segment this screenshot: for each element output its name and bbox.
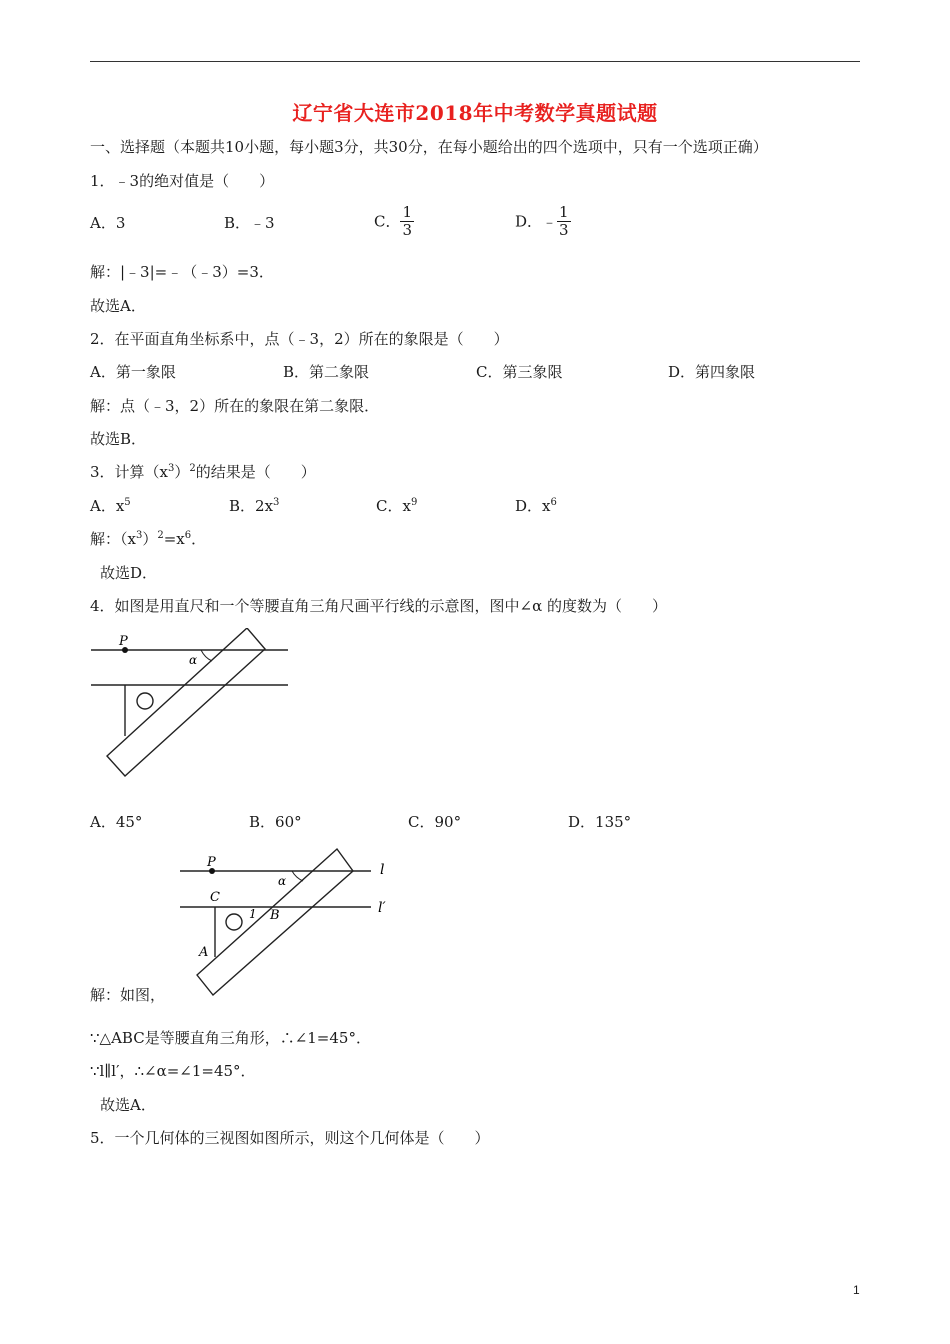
q3-stem-text: ）: [174, 463, 190, 481]
fraction-numerator: 1: [559, 203, 569, 221]
solution-text: 解：（x: [90, 530, 136, 548]
q1-option-d-sign: ﹣: [542, 212, 558, 231]
q1-option-c-fraction: [400, 204, 414, 239]
option-text: B．2x: [229, 497, 274, 515]
q4-solution-intro: 解：如图，: [90, 986, 166, 1004]
header-rule: [90, 61, 860, 62]
label-p: P: [207, 855, 216, 870]
section-heading: 一、选择题（本题共10小题，每小题3分，共30分，在每小题给出的四个选项中，只有一个选项正确）: [90, 138, 768, 156]
exponent: 2: [189, 463, 196, 474]
label-l-prime: l′: [378, 900, 386, 916]
page-title: 辽宁省大连市2018年中考数学真题试题: [292, 101, 658, 125]
label-angle-1: 1: [249, 907, 257, 921]
label-alpha: α: [189, 653, 198, 667]
exponent: 5: [124, 497, 131, 508]
triangle-hole: [226, 914, 242, 930]
label-c: C: [210, 890, 220, 905]
exponent: 9: [410, 497, 418, 508]
angle-alpha-arc: [201, 650, 212, 661]
label-b: B: [270, 908, 280, 923]
exponent: 2: [157, 530, 164, 541]
q4-stem: 4．如图是用直尺和一个等腰直角三角尺画平行线的示意图，图中∠α 的度数为（ ）: [90, 597, 668, 615]
option-text: D．x: [515, 497, 551, 515]
q3-option-d: [515, 496, 557, 516]
q3-stem-text: 的结果是（ ）: [195, 463, 316, 481]
fraction-numerator: 1: [402, 203, 413, 221]
label-a: A: [199, 945, 209, 960]
q3-stem-text: 3．计算（x: [90, 463, 169, 481]
q4-solution-line-1: ∵△ABC是等腰直角三角形，∴∠1=45°．: [90, 1029, 371, 1047]
q1-option-c: [374, 204, 414, 239]
q3-solution: [90, 529, 206, 549]
option-text: A．x: [90, 497, 125, 515]
q4-answer: 故选A．: [100, 1096, 156, 1114]
q3-answer: 故选D．: [100, 564, 158, 582]
q1-option-d: [515, 204, 571, 239]
q2-solution: 解：点（﹣3，2）所在的象限在第二象限．: [90, 397, 380, 415]
option-text: C．x: [376, 497, 411, 515]
q3-option-a: [90, 496, 131, 516]
q1-stem: 1．﹣3的绝对值是（ ）: [90, 172, 275, 190]
angle-alpha-arc: [292, 871, 303, 881]
q3-option-b: [229, 496, 279, 516]
triangle-hole: [137, 693, 153, 709]
exponent: 3: [135, 530, 143, 541]
q4-figure-2: [175, 845, 400, 1000]
q3-option-c: [376, 496, 417, 516]
solution-text: =x: [163, 530, 185, 548]
q2-answer: 故选B．: [90, 430, 147, 448]
exponent: 3: [273, 497, 280, 508]
q4-option-c: C．90°: [408, 813, 462, 831]
solution-text: ．: [191, 530, 207, 548]
q1-option-b: B．﹣3: [224, 214, 275, 232]
q2-option-c: C．第三象限: [476, 363, 563, 381]
exponent: 6: [184, 530, 192, 541]
q4-option-a: A．45°: [90, 813, 143, 831]
q4-solution-line-2: ∵l∥l′，∴∠α=∠1=45°．: [90, 1062, 256, 1080]
q1-option-a: A．3: [90, 214, 126, 232]
q2-stem: 2．在平面直角坐标系中，点（﹣3，2）所在的象限是（ ）: [90, 330, 509, 348]
exponent: 6: [550, 497, 557, 508]
q4-option-b: B．60°: [249, 813, 302, 831]
solution-text: ）: [142, 530, 158, 548]
label-alpha: α: [278, 874, 287, 888]
q2-option-a: A．第一象限: [90, 363, 176, 381]
fraction-denominator: 3: [559, 221, 569, 239]
q5-stem: 5．一个几何体的三视图如图所示，则这个几何体是（ ）: [90, 1129, 490, 1147]
page-number: 1: [853, 1283, 860, 1297]
q1-option-d-label: D．: [515, 212, 543, 231]
q1-answer: 故选A．: [90, 297, 146, 315]
label-l: l: [380, 862, 385, 878]
q4-figure-1: [88, 628, 293, 780]
q1-solution: 解：|﹣3|=﹣（﹣3）=3．: [90, 263, 274, 281]
fraction-denominator: 3: [402, 221, 413, 239]
q1-option-c-label: C．: [374, 212, 401, 231]
exponent: 3: [168, 463, 175, 474]
label-p: P: [119, 634, 128, 649]
q4-option-d: D．135°: [568, 813, 632, 831]
q2-option-d: D．第四象限: [668, 363, 756, 381]
q1-option-d-fraction: [557, 204, 571, 239]
q3-stem: [90, 462, 316, 482]
q2-option-b: B．第二象限: [283, 363, 370, 381]
